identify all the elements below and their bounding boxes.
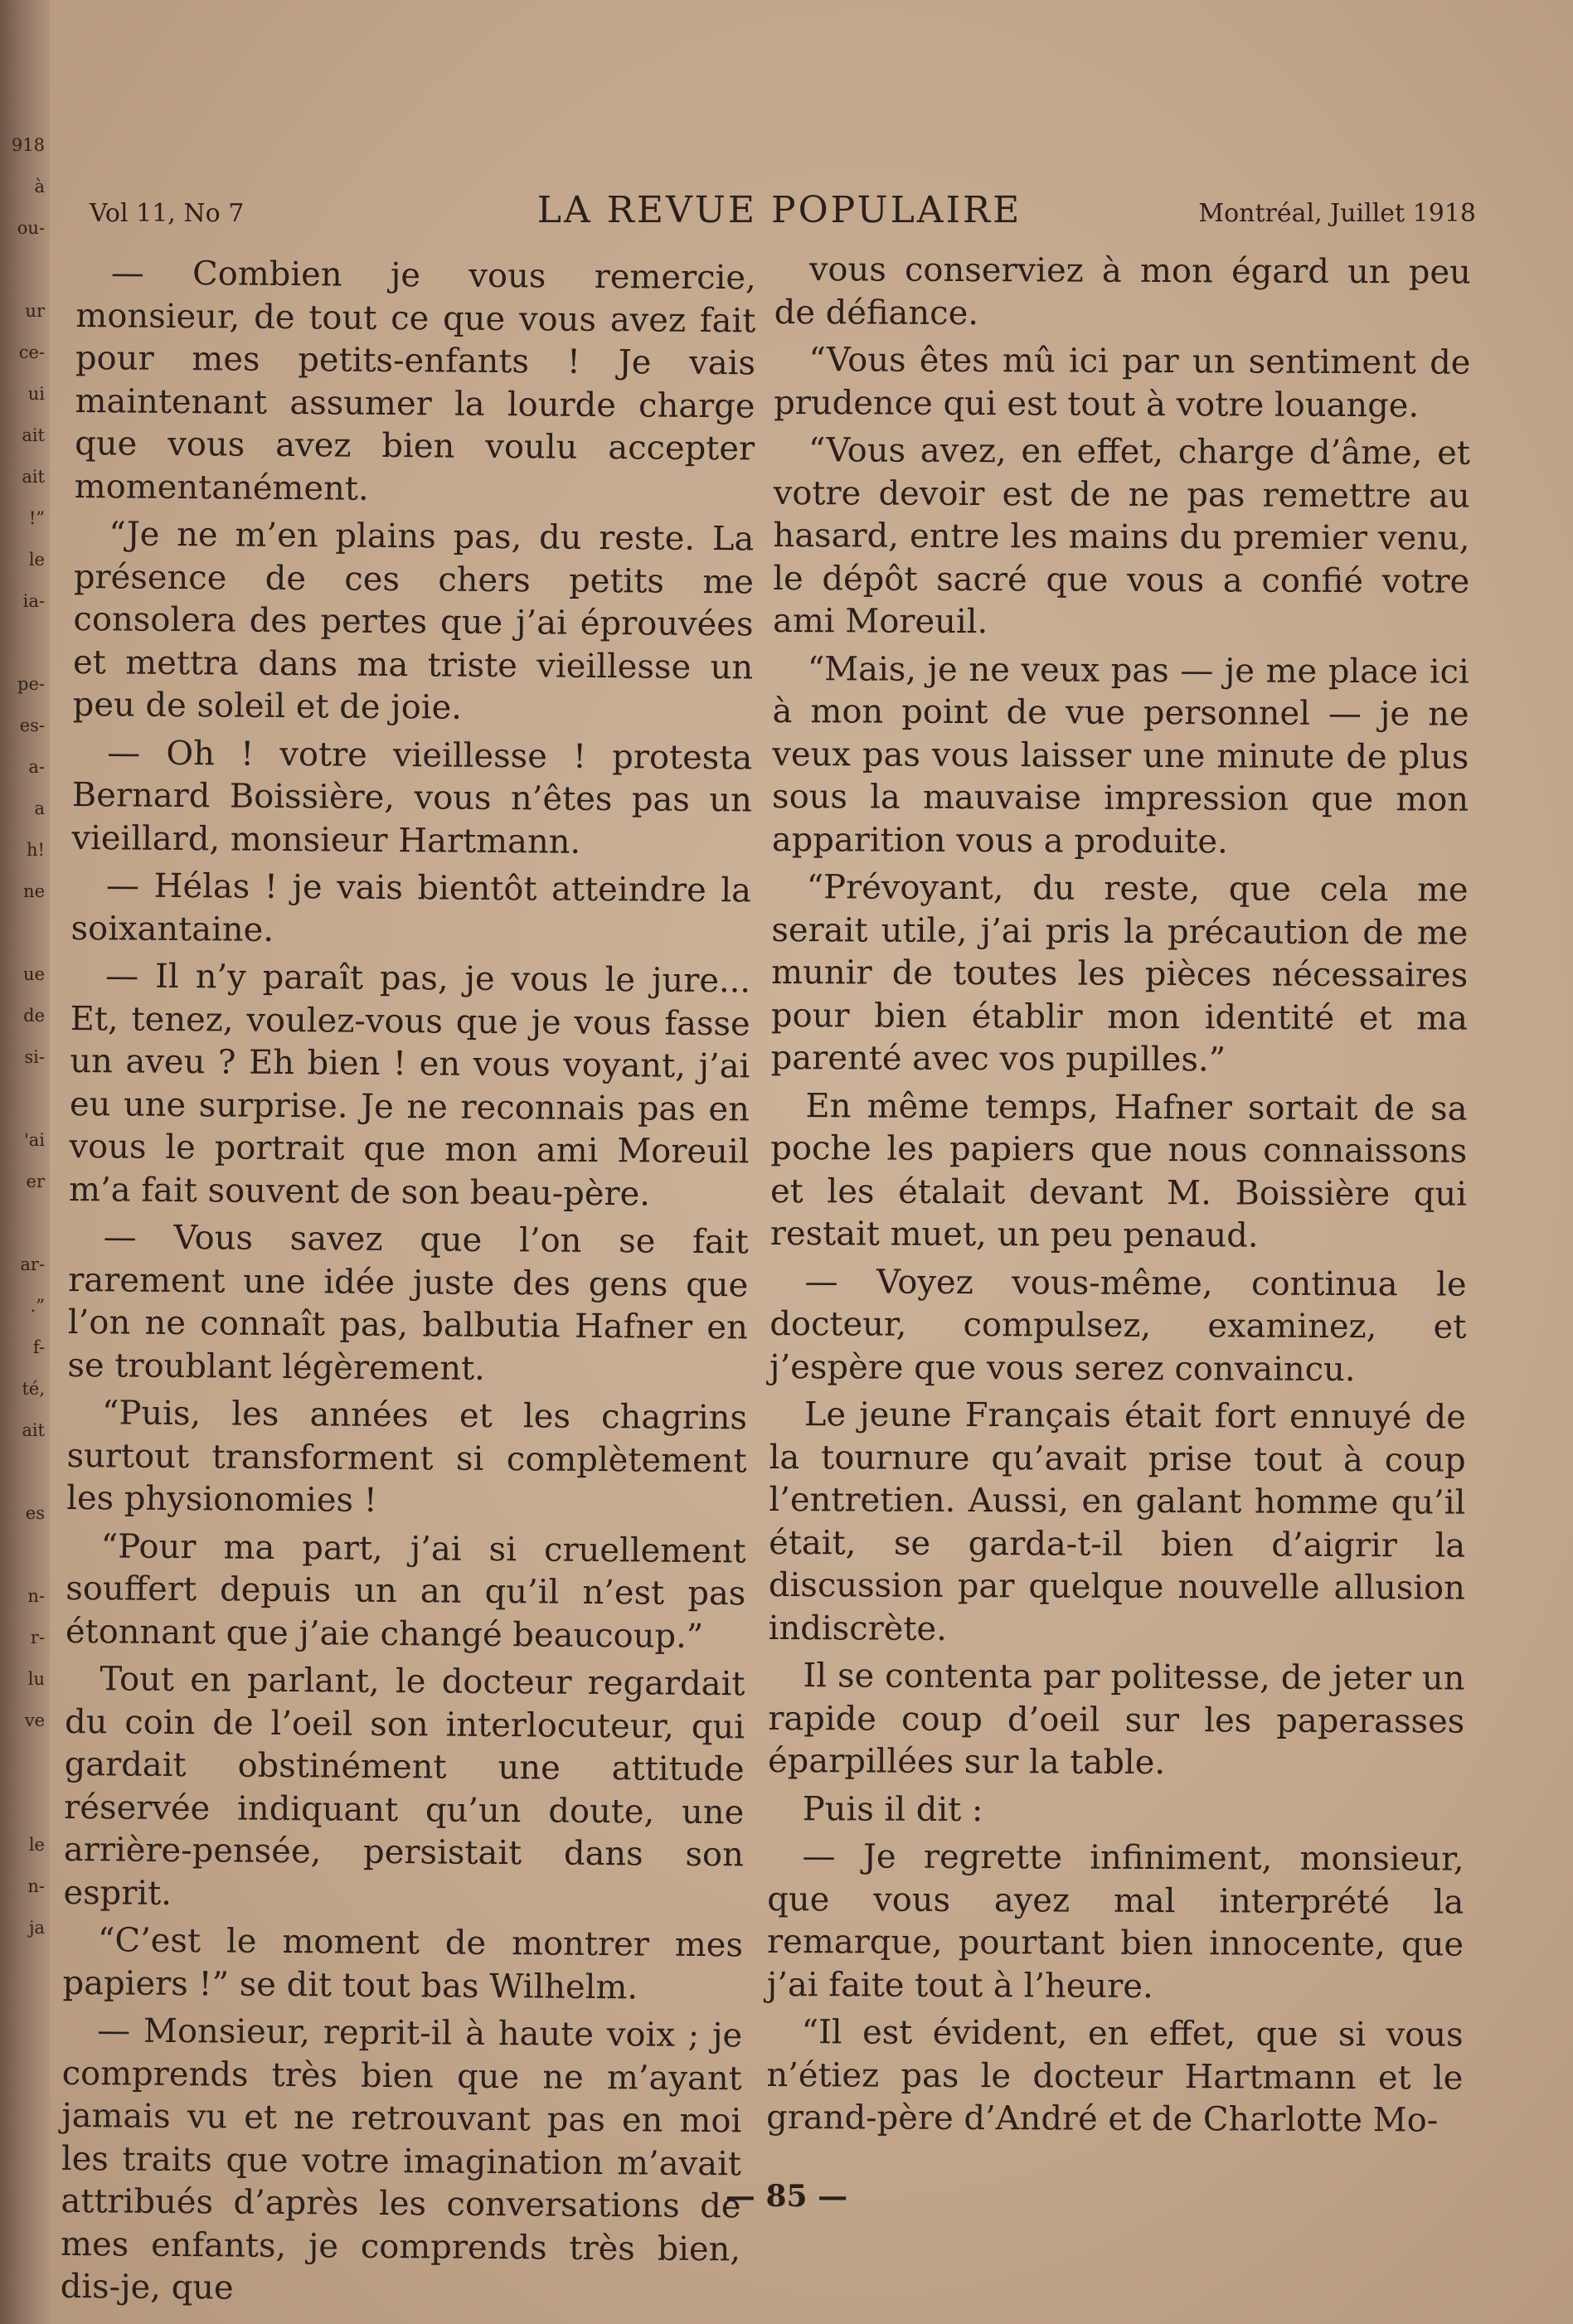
line-fragment: ar-: [20, 1254, 45, 1274]
paragraph: “Mais, je ne veux pas — je me place ici à mon point de vue personnel — je ne veux pas vous laisser une minute de plus sous la mauvaise impression que mon apparition vous a produite.: [771, 649, 1469, 861]
line-fragment: té,: [22, 1379, 45, 1399]
paragraph: Il se contenta par politesse, de jeter un rapide coup d’oeil sur les paperasses éparpillées sur la table.: [767, 1657, 1465, 1783]
line-fragment: ait: [22, 1420, 45, 1440]
line-fragment: 918: [11, 135, 45, 155]
line-fragment: a: [34, 798, 45, 818]
line-fragment: ui: [27, 384, 45, 404]
line-fragment: ce-: [18, 342, 45, 362]
paragraph: — Combien je vous remercie, monsieur, de tout ce que vous avez fait pour mes petits-enfants ! Je vais maintenant assumer la lourde charge que vous avez bien voulu accepter momentanément.: [74, 254, 756, 508]
line-fragment: [0, 1451, 48, 1492]
line-fragment: le: [28, 1835, 45, 1855]
line-fragment: n-: [27, 1586, 45, 1606]
line-fragment: r-: [30, 1628, 45, 1647]
paragraph: vous conserviez à mon égard un peu de défiance.: [774, 250, 1471, 332]
paragraph: — Hélas ! je vais bientôt atteindre la soixantaine.: [70, 866, 752, 949]
line-fragment: [0, 1783, 48, 1824]
paragraph: “Prévoyant, du reste, que cela me serait utile, j’ai pris la précaution de me munir de toutes les pièces nécessaires pour bien établir mon identité et ma parenté avec vos pupilles.”: [770, 868, 1469, 1080]
line-fragment: [0, 912, 48, 953]
line-fragment: h!: [27, 840, 45, 860]
line-fragment: ia-: [22, 591, 45, 611]
paragraph: Puis il dit :: [802, 1789, 983, 1829]
line-fragment: lu: [27, 1669, 45, 1689]
line-fragment: ait: [22, 425, 45, 445]
paragraph: — Il n’y paraît pas, je vous le jure... Et, tenez, voulez-vous que je vous fasse un aveu ? Eh bien ! en vous voyant, j’ai eu une surprise. Je ne reconnais pas en vous le portrait que mon ami Moreuil m’a fait souvent de son beau-père.: [68, 957, 751, 1213]
paragraph: “Puis, les années et les chagrins surtout transforment si complètement les physionomies !: [66, 1394, 748, 1520]
line-fragment: er: [26, 1172, 45, 1191]
paragraph: “Vous avez, en effet, charge d’âme, et votre devoir est de ne pas remettre au hasard, entre les mains du premier venu, le dépôt sacré que vous a confié votre ami Moreuil.: [772, 431, 1471, 642]
paragraph: — Monsieur, reprit-il à haute voix ; je comprends très bien que ne m’ayant jamais vu et ne retrouvant pas en moi les traits que votre imagination m’avait attribués d’après les conversations de mes enfants, je comprends très bien, dis-je, que: [60, 2011, 743, 2307]
line-fragment: !”: [28, 508, 45, 528]
line-fragment: de: [23, 1006, 45, 1026]
issue-number: Vol 11, No 7: [90, 199, 245, 228]
line-fragment: ue: [23, 964, 45, 984]
line-fragment: ur: [25, 301, 45, 321]
paragraph: — Voyez vous-même, continua le docteur, compulsez, examinez, et j’espère que vous serez convaincu.: [770, 1262, 1467, 1389]
paragraph: “Il est évident, en effet, que si vous n’étiez pas le docteur Hartmann et le grand-père d’André et de Charlotte Mo-: [766, 2013, 1464, 2140]
line-fragment: [0, 1078, 48, 1119]
line-fragment: si-: [24, 1047, 45, 1067]
paragraph: “Je ne m’en plains pas, du reste. La présence de ces chers petits me consolera des pertes que j’ai éprouvées et mettra dans ma triste vieillesse un peu de soleil et de joie.: [72, 515, 755, 727]
line-fragment: le: [28, 550, 45, 570]
line-fragment: .”: [30, 1296, 45, 1316]
line-fragment: es: [25, 1503, 45, 1523]
line-fragment: [0, 1741, 48, 1783]
paragraph: “Pour ma part, j’ai si cruellement souffert depuis un an qu’il n’est pas étonnant que j’aie changé beaucoup.”: [65, 1526, 746, 1656]
line-fragment: pe-: [17, 674, 45, 694]
text-column-right: [766, 249, 1471, 2147]
line-fragment: f-: [32, 1337, 45, 1357]
line-fragment: es-: [19, 716, 45, 735]
paragraph: — Vous savez que l’on se fait rarement une idée juste des gens que l’on ne connaît pas, balbutia Hafner en se troublant légèrement.: [67, 1218, 749, 1388]
running-header: [83, 189, 1476, 239]
paragraph: Le jeune Français était fort ennuyé de la tournure qu’avait prise tout à coup l’entretien. Aussi, en galant homme qu’il était, se garda-t-il bien d’aigrir la discussion par quelque nouvelle allusion indiscrète.: [768, 1395, 1466, 1648]
line-fragment: à: [34, 177, 45, 196]
paragraph: Tout en parlant, le docteur regardait du coin de l’oeil son interlocuteur, qui gardait obstinément une attitude réservée indiquant qu’un doute, une arrière-pensée, persistait dans son esprit.: [63, 1660, 745, 1913]
line-fragment: ne: [23, 881, 45, 901]
page-number: — 85 —: [725, 2179, 848, 2214]
dateline: Montréal, Juillet 1918: [1198, 199, 1476, 228]
line-fragment: [0, 249, 48, 290]
line-fragment: 'ai: [23, 1130, 45, 1150]
paragraph: “C’est le moment de montrer mes papiers !” se dit tout bas Wilhelm.: [62, 1921, 744, 2006]
line-fragment: [0, 1534, 48, 1575]
paragraph: En même temps, Hafner sortait de sa poche les papiers que nous connaissons et les étalait devant M. Boissière qui restait muet, un peu penaud.: [770, 1086, 1468, 1255]
line-fragment: n-: [27, 1876, 45, 1896]
line-fragment: ve: [24, 1710, 45, 1730]
paragraph: — Je regrette infiniment, monsieur, que vous ayez mal interprété la remarque, pourtant bien innocente, que j’ai faite tout à l’heure.: [766, 1837, 1464, 2006]
previous-page-fragments: [0, 124, 48, 2031]
line-fragment: a-: [28, 757, 45, 777]
line-fragment: ja: [28, 1918, 45, 1938]
paragraph: “Vous êtes mû ici par un sentiment de prudence qui est tout à votre louange.: [774, 341, 1471, 425]
line-fragment: ait: [22, 467, 45, 487]
magazine-title: LA REVUE POPULAIRE: [536, 189, 1022, 231]
paragraph: — Oh ! votre vieillesse ! protesta Bernard Boissière, vous n’êtes pas un vieillard, monsieur Hartmann.: [71, 733, 753, 861]
line-fragment: [0, 622, 48, 663]
line-fragment: ou-: [17, 218, 45, 238]
line-fragment: [0, 1202, 48, 1244]
text-column-left: [60, 252, 756, 2319]
